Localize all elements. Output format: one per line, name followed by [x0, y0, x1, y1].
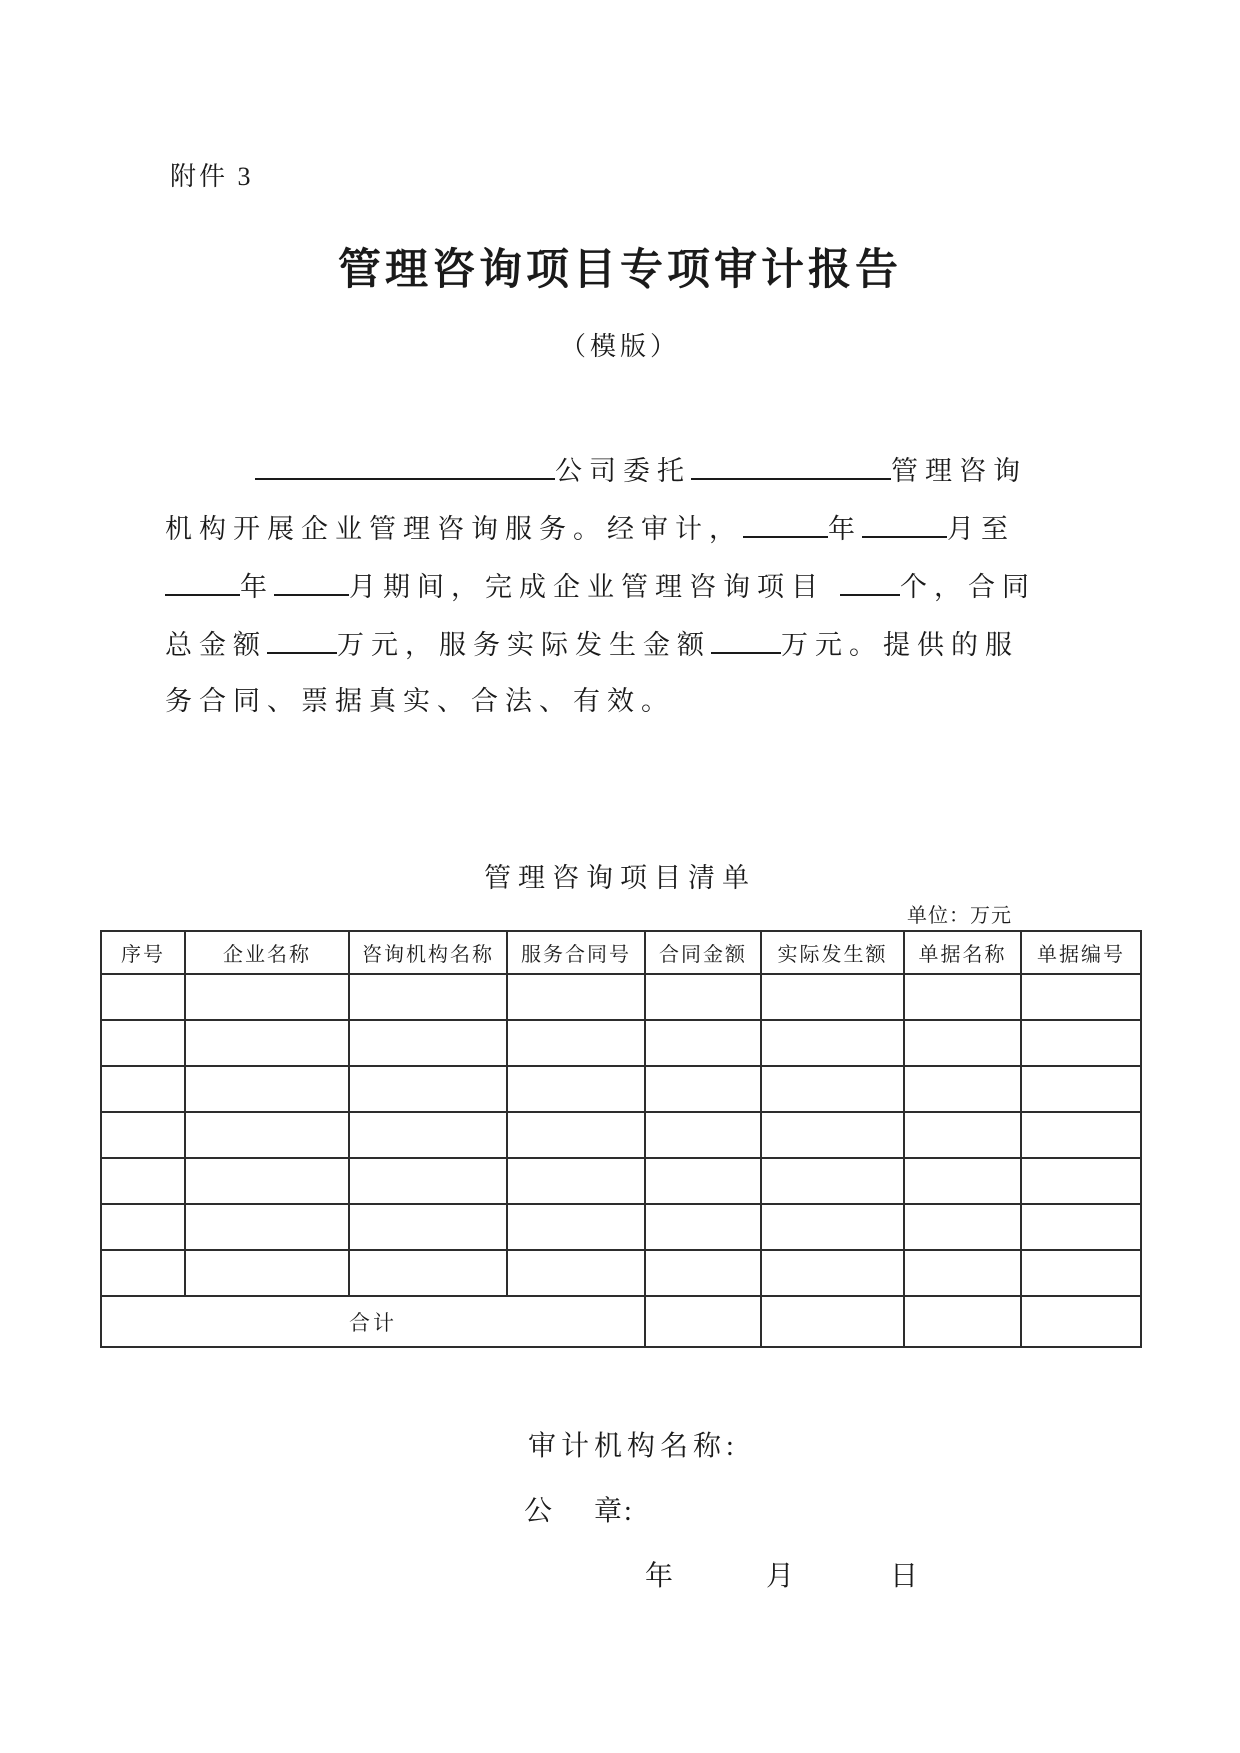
table-cell-empty	[185, 1020, 349, 1066]
table-row	[101, 1158, 1141, 1204]
blank-project-count	[840, 556, 900, 596]
table-cell-empty	[645, 1158, 761, 1204]
col-header-contract-no: 服务合同号	[507, 931, 645, 974]
table-cell-empty	[507, 1020, 645, 1066]
table-cell-empty	[185, 1204, 349, 1250]
paragraph-text: 万元，服务实际发生金额	[337, 630, 711, 660]
table-cell-empty	[904, 1020, 1021, 1066]
paragraph-text: 管理咨询	[891, 456, 1027, 486]
table-cell-empty	[1021, 1158, 1141, 1204]
paragraph-line-1	[165, 440, 1085, 498]
list-section-title: 管理咨询项目清单	[484, 863, 756, 893]
table-cell-empty	[645, 1250, 761, 1296]
table-empty-rows	[101, 974, 1141, 1296]
table-cell-empty	[101, 1158, 185, 1204]
table-cell-empty	[1021, 974, 1141, 1020]
col-header-consulting-org: 咨询机构名称	[349, 931, 507, 974]
blank-actual-amount	[711, 614, 781, 654]
blank-consulting-org-name	[691, 440, 891, 480]
table-cell-empty	[101, 1066, 185, 1112]
seal-label-part2: 章:	[594, 1496, 634, 1527]
total-label-cell: 合计	[101, 1296, 645, 1347]
paragraph-line-2	[165, 498, 1085, 556]
table-cell-empty	[1021, 1066, 1141, 1112]
table-cell-empty	[761, 1204, 904, 1250]
table-cell-empty	[761, 1112, 904, 1158]
paragraph-line-5	[165, 672, 1085, 730]
date-day-label: 日	[890, 1561, 919, 1592]
table-cell-empty	[349, 1158, 507, 1204]
attachment-label: 附件 3	[170, 162, 254, 191]
table-cell-empty	[761, 1158, 904, 1204]
paragraph-text: 月期间，完成企业管理咨询项目	[349, 572, 825, 602]
table-cell-empty	[507, 1066, 645, 1112]
table-cell-empty	[904, 1066, 1021, 1112]
table-cell-empty	[185, 974, 349, 1020]
col-header-contract-amount: 合同金额	[645, 931, 761, 974]
table-header	[101, 931, 1141, 974]
table-cell-empty	[645, 1020, 761, 1066]
table-cell-empty	[507, 1204, 645, 1250]
body-paragraph	[165, 440, 1085, 730]
total-cell-contract-amount	[645, 1296, 761, 1347]
paragraph-text: 万元。提供的服	[781, 630, 1019, 660]
table-row	[101, 1066, 1141, 1112]
paragraph-text: 个，合同	[900, 572, 1036, 602]
table-cell-empty	[349, 974, 507, 1020]
table-cell-empty	[507, 974, 645, 1020]
paragraph-line-3	[165, 556, 1085, 614]
table-cell-empty	[101, 1020, 185, 1066]
table-cell-empty	[349, 1066, 507, 1112]
total-cell-doc-no	[1021, 1296, 1141, 1347]
audit-org-label: 审计机构名称:	[528, 1431, 739, 1462]
table-cell-empty	[761, 974, 904, 1020]
table-cell-empty	[904, 1112, 1021, 1158]
table-cell-empty	[1021, 1204, 1141, 1250]
table-cell-empty	[185, 1112, 349, 1158]
paragraph-text: 总金额	[165, 630, 267, 660]
paragraph-text: 公司委托	[555, 456, 691, 486]
paragraph-text: 机构开展企业管理咨询服务。经审计，	[165, 514, 743, 544]
date-year-label: 年	[645, 1561, 674, 1592]
page-title: 管理咨询项目专项审计报告	[338, 246, 902, 294]
blank-end-month	[274, 556, 349, 596]
table-cell-empty	[101, 1250, 185, 1296]
table-cell-empty	[185, 1066, 349, 1112]
table-cell-empty	[1021, 1250, 1141, 1296]
table-total-section	[101, 1296, 1141, 1347]
table-row	[101, 1204, 1141, 1250]
col-header-doc-no: 单据编号	[1021, 931, 1141, 974]
unit-label: 单位：万元	[907, 905, 1012, 927]
blank-company-name	[255, 440, 555, 480]
table-cell-empty	[349, 1020, 507, 1066]
table-cell-empty	[101, 974, 185, 1020]
col-header-actual-amount: 实际发生额	[761, 931, 904, 974]
table-cell-empty	[507, 1158, 645, 1204]
paragraph-text: 年	[828, 514, 862, 544]
table-cell-empty	[349, 1250, 507, 1296]
table-cell-empty	[645, 1112, 761, 1158]
paragraph-line-4	[165, 614, 1085, 672]
blank-start-month	[862, 498, 947, 538]
paragraph-text: 务合同、票据真实、合法、有效。	[165, 686, 675, 716]
col-header-doc-name: 单据名称	[904, 931, 1021, 974]
total-row	[101, 1296, 1141, 1347]
total-cell-doc-name	[904, 1296, 1021, 1347]
table-header-row	[101, 931, 1141, 974]
table-cell-empty	[761, 1066, 904, 1112]
paragraph-text: 月至	[947, 514, 1015, 544]
blank-end-year	[165, 556, 240, 596]
table-cell-empty	[904, 974, 1021, 1020]
seal-line	[524, 1489, 634, 1529]
col-header-index: 序号	[101, 931, 185, 974]
page-subtitle: （模版）	[559, 332, 680, 361]
table-row	[101, 1250, 1141, 1296]
paragraph-text: 年	[240, 572, 274, 602]
seal-label-part1: 公	[524, 1496, 555, 1527]
total-cell-actual-amount	[761, 1296, 904, 1347]
table-cell-empty	[349, 1204, 507, 1250]
blank-contract-total-amount	[267, 614, 337, 654]
table-cell-empty	[185, 1250, 349, 1296]
table-cell-empty	[507, 1112, 645, 1158]
table-cell-empty	[507, 1250, 645, 1296]
table-cell-empty	[101, 1112, 185, 1158]
table-cell-empty	[761, 1250, 904, 1296]
table-cell-empty	[349, 1112, 507, 1158]
table-cell-empty	[904, 1204, 1021, 1250]
blank-start-year	[743, 498, 828, 538]
table-cell-empty	[904, 1250, 1021, 1296]
table-cell-empty	[904, 1158, 1021, 1204]
table-cell-empty	[645, 1066, 761, 1112]
project-list-table	[100, 930, 1142, 1348]
table-row	[101, 1112, 1141, 1158]
table-row	[101, 1020, 1141, 1066]
table-cell-empty	[1021, 1020, 1141, 1066]
table-cell-empty	[645, 974, 761, 1020]
table-cell-empty	[1021, 1112, 1141, 1158]
table-cell-empty	[761, 1020, 904, 1066]
table-cell-empty	[645, 1204, 761, 1250]
col-header-company: 企业名称	[185, 931, 349, 974]
table-row	[101, 974, 1141, 1020]
date-line	[645, 1554, 918, 1594]
date-month-label: 月	[766, 1561, 795, 1592]
table-cell-empty	[185, 1158, 349, 1204]
table-cell-empty	[101, 1204, 185, 1250]
